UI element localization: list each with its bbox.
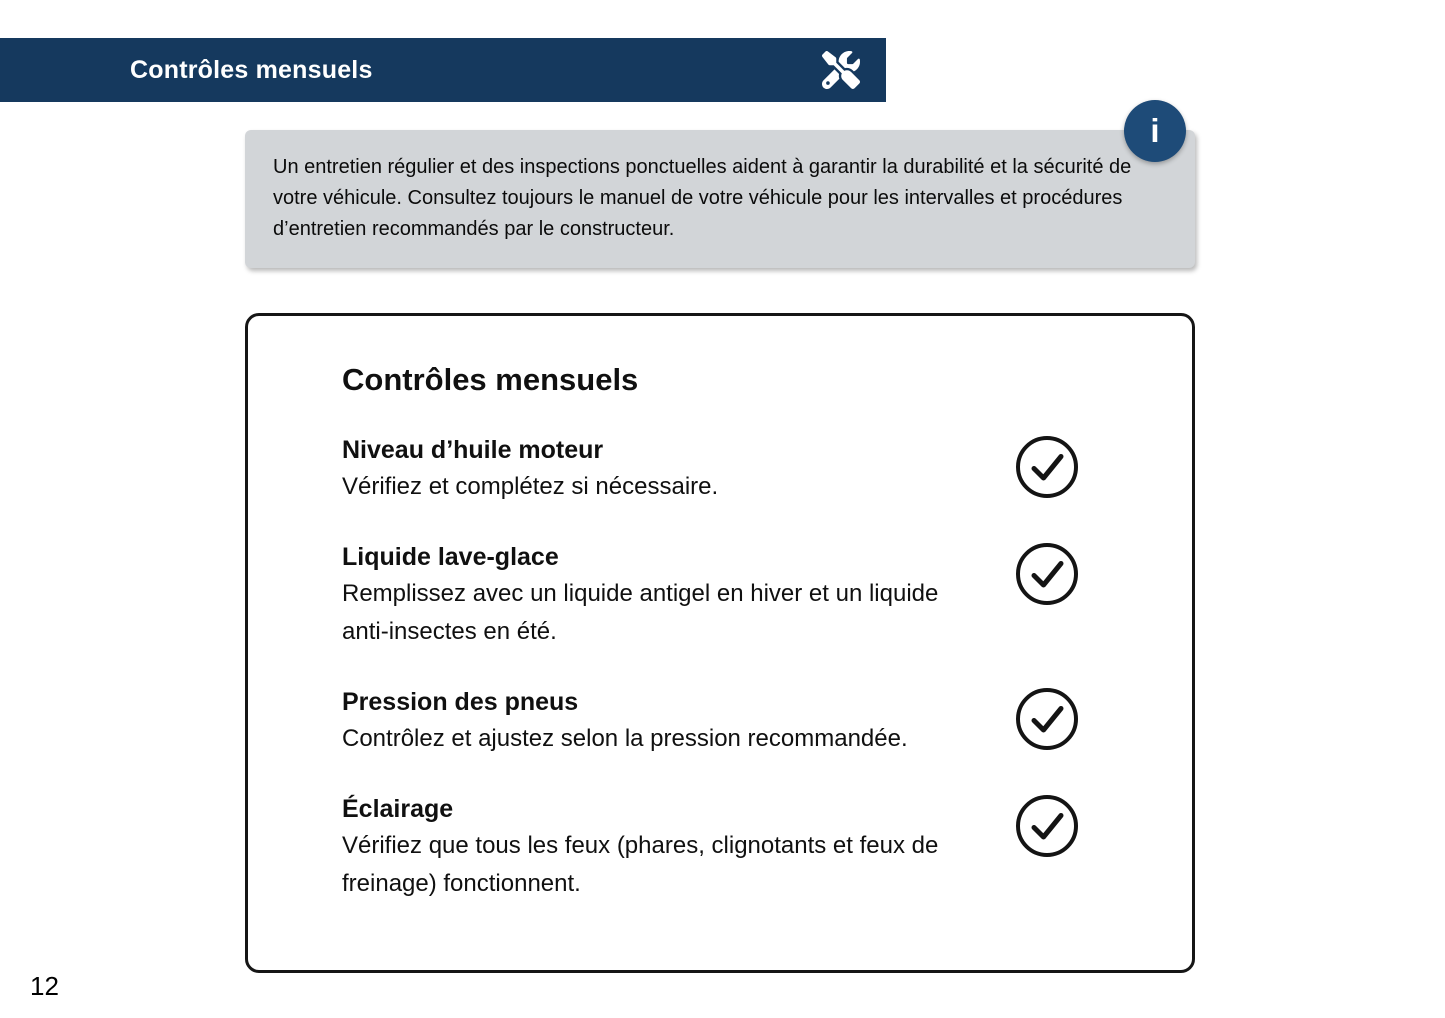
checklist-item-title: Liquide lave-glace (342, 543, 559, 571)
checklist-item (342, 432, 1080, 506)
page-number: 12 (30, 971, 59, 1001)
check-circle-icon (1014, 686, 1080, 752)
check-circle-icon (1014, 434, 1080, 500)
checklist-card (245, 313, 1195, 973)
checklist-item-description: Remplissez avec un liquide antigel en hiver et un liquide anti-insectes en été. (342, 580, 939, 645)
check-circle-icon (1014, 793, 1080, 859)
info-badge-label: i (1150, 112, 1160, 149)
checklist-item-texts (342, 791, 942, 903)
tools-icon (822, 51, 860, 89)
checklist-item-description: Vérifiez et complétez si nécessaire. (342, 473, 719, 500)
checklist-title: Contrôles mensuels (342, 362, 639, 397)
check-circle-icon (1014, 541, 1080, 607)
info-box (245, 130, 1195, 268)
checklist-item-description: Contrôlez et ajustez selon la pression recommandée. (342, 725, 908, 752)
header-bar (0, 38, 886, 102)
checklist-item-title: Pression des pneus (342, 688, 579, 716)
checklist-items (342, 432, 1192, 903)
checklist-item (342, 791, 1080, 903)
info-box-text: Un entretien régulier et des inspections ponctuelles aident à garantir la durabilité et la sécurité de votre véhicule. Consultez toujours le manuel de votre véhicule pour les intervalles et procédures d’entretien recommandés par le constructeur. (273, 156, 1132, 240)
checklist-item-texts (342, 432, 942, 506)
checklist-item-title: Éclairage (342, 795, 454, 823)
checklist-item (342, 684, 1080, 758)
info-badge (1124, 100, 1186, 162)
checklist-item (342, 539, 1080, 651)
checklist-item-texts (342, 539, 942, 651)
checklist-item-texts (342, 684, 942, 758)
header-title: Contrôles mensuels (130, 55, 373, 84)
checklist-item-title: Niveau d’huile moteur (342, 436, 604, 464)
checklist-item-description: Vérifiez que tous les feux (phares, clignotants et feux de freinage) fonctionnent. (342, 832, 939, 897)
